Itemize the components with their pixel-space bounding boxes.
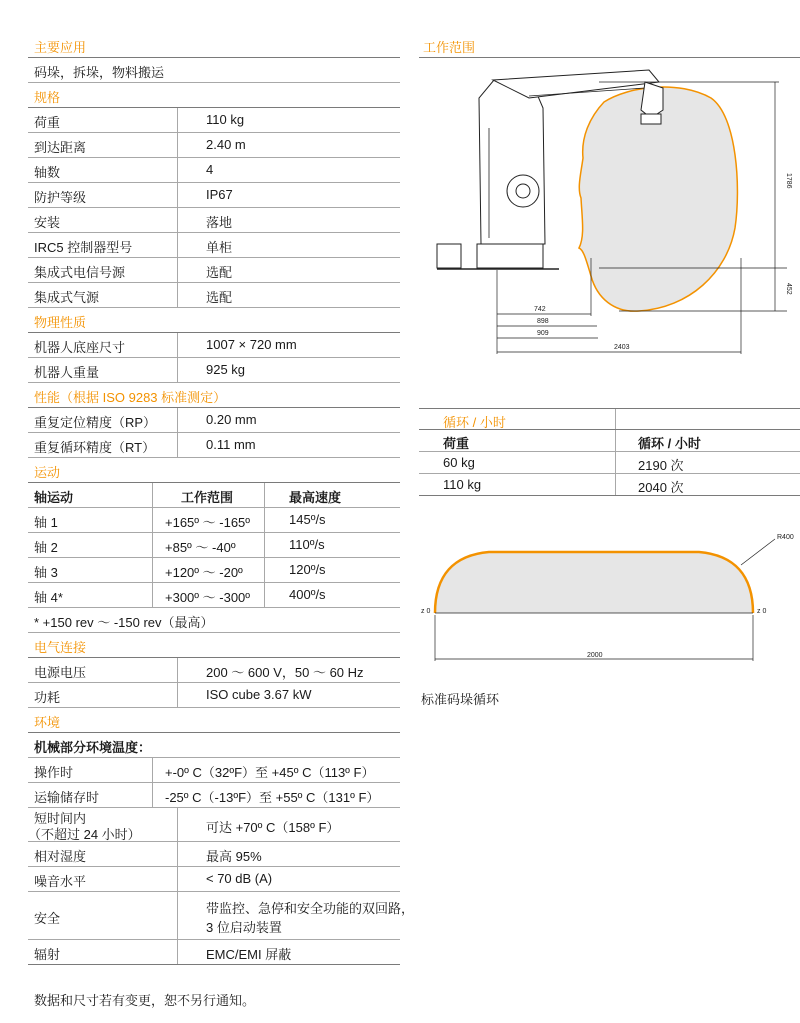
cycle-load: 60 kg [443,455,475,470]
physical-row [28,358,400,383]
row-value: 单柜 [206,240,233,255]
spec-table [28,33,415,965]
motion-row [28,508,400,533]
row-label: 轴数 [34,165,61,180]
main-use-row [28,58,400,83]
section-title: 主要应用 [34,40,87,55]
axis-label: 轴 2 [34,540,58,555]
section-title: 环境 [34,715,61,730]
row-label: 操作时 [34,765,74,780]
cycle-value: 2040 次 [638,480,684,495]
row-value: 4 [206,162,214,177]
motion-note-row [28,608,400,633]
motion-note: * +150 rev ～ -150 rev（最高） [34,615,214,630]
section-physical [28,308,400,333]
section-electrical [28,633,400,658]
path-caption: 标准码垛循环 [421,692,500,707]
section-title: 工作范围 [423,40,476,55]
electrical-row [28,658,400,683]
main-use-value: 码垛，拆垛，物料搬运 [34,65,165,80]
motion-header-row [28,483,400,508]
spec-row [28,133,400,158]
row-label: 短时间内 [34,811,87,826]
row-value: 落地 [206,215,233,230]
row-label: 防护等级 [34,190,87,205]
tool-flange [641,114,661,124]
axis-speed: 400º/s [289,587,326,602]
axis-speed: 110º/s [289,537,325,552]
row-label: 机器人底座尺寸 [34,340,126,355]
section-title: 性能（根据 ISO 9283 标准测定） [34,390,227,405]
section-performance [28,383,400,408]
cycle-table [419,408,800,496]
radius-label: R400 [777,534,794,541]
cycle-load: 110 kg [443,477,482,492]
row-label: 电源电压 [34,665,87,680]
spec-row [28,233,400,258]
cycle-header-row [419,430,800,452]
z-right-label: z 0 [757,608,767,615]
dim-452: 452 [785,283,792,295]
col-header: 工作范围 [181,490,234,505]
axis-range: +120º ～ -20º [165,565,243,580]
axis-speed: 120º/s [289,562,326,577]
robot-wrist [641,82,663,118]
col-header: 荷重 [443,436,470,451]
axis-speed: 145º/s [289,512,326,527]
footnote: 数据和尺寸若有变更，恕不另行通知。 [34,993,256,1008]
env-row [28,940,400,965]
row-value: 0.11 mm [206,437,256,452]
cycle-value: 2190 次 [638,458,684,473]
performance-row [28,408,400,433]
cycle-row [419,474,800,496]
row-label: 安装 [34,215,61,230]
axis-label: 轴 1 [34,515,58,530]
performance-row [28,433,400,458]
row-value: IP67 [206,187,233,202]
spec-row [28,158,400,183]
env-row [28,783,400,808]
row-label: 相对湿度 [34,849,87,864]
section-workspace [419,33,800,58]
row-value: 925 kg [206,362,246,377]
row-label: 集成式气源 [34,290,100,305]
row-label: 重复循环精度（RT） [34,440,156,455]
dim-898: 898 [537,318,549,325]
env-row [28,892,415,940]
path-envelope [435,552,753,613]
row-value: 200 ～ 600 V，50 ～ 60 Hz [206,665,364,680]
env-row [28,758,400,783]
row-label: 运输储存时 [34,790,100,805]
row-value: 可达 +70º C（158º F） [206,820,340,835]
spec-row [28,208,400,233]
spec-row [28,108,400,133]
dim-742: 742 [534,306,546,313]
row-label: IRC5 控制器型号 [34,240,133,255]
axis-range: +300º ～ -300º [165,590,251,605]
axis-range: +165º ～ -165º [165,515,251,530]
row-label-sub: （不超过 24 小时） [28,827,141,842]
row-value: 选配 [206,290,233,305]
workspace-diagram [419,58,800,358]
env-row [28,842,400,867]
robot-base [477,244,543,268]
col-header: 轴运动 [34,490,74,505]
row-value: 2.40 m [206,137,246,152]
section-motion [28,458,400,483]
section-title: 运动 [34,465,61,480]
env-row [28,867,400,892]
section-title: 规格 [34,90,61,105]
row-value: 0.20 mm [206,412,257,427]
width-label: 2000 [587,652,603,659]
row-label: 噪音水平 [34,874,87,889]
row-label: 荷重 [34,115,61,130]
spec-row [28,283,400,308]
spec-row [28,258,400,283]
spec-row [28,183,400,208]
section-title: 电气连接 [34,640,87,655]
row-label: 集成式电信号源 [34,265,126,280]
joint-1 [507,175,539,207]
motion-row [28,583,400,608]
row-value: < 70 dB (A) [206,871,273,886]
row-label: 到达距离 [34,140,87,155]
env-row [28,808,400,842]
z-left-label: z 0 [421,608,431,615]
palletizing-path-diagram [419,525,800,670]
env-subtitle: 机械部分环境温度： [34,740,152,755]
row-value: 110 kg [206,112,245,127]
axis-label: 轴 3 [34,565,58,580]
section-environment [28,708,400,733]
row-label: 机器人重量 [34,365,100,380]
row-value: 最高 95% [206,849,262,864]
row-value-line2: 3 位启动装置 [206,920,282,935]
cycle-row [419,452,800,474]
axis-label: 轴 4* [34,590,63,605]
row-value: 选配 [206,265,233,280]
row-label: 辐射 [34,947,61,962]
env-subtitle-row [28,733,400,758]
section-main-use [28,33,400,58]
row-label: 功耗 [34,690,61,705]
row-value: EMC/EMI 屏蔽 [206,947,292,962]
dim-2403: 2403 [614,344,630,351]
col-header: 循环 / 小时 [638,436,701,451]
base-fixture [437,244,461,268]
row-label: 安全 [34,911,61,926]
row-value: -25º C（-13ºF）至 +55º C（131º F） [165,790,380,805]
section-title: 物理性质 [34,315,87,330]
col-header: 最高速度 [289,490,342,505]
section-spec [28,83,400,108]
motion-row [28,533,400,558]
row-value: +-0º C（32ºF）至 +45º C（113º F） [165,765,375,780]
radius-leader [741,539,775,565]
row-value: ISO cube 3.67 kW [206,687,312,702]
cycle-title: 循环 / 小时 [443,415,506,430]
motion-row [28,558,400,583]
cycle-title-row [419,408,800,430]
physical-row [28,333,400,358]
row-value: 1007 × 720 mm [206,337,297,352]
axis-range: +85º ～ -40º [165,540,236,555]
row-value: 带监控、急停和安全功能的双回路， [206,901,415,916]
dim-909: 909 [537,330,549,337]
dim-1786: 1786 [785,173,792,189]
electrical-row [28,683,400,708]
row-label: 重复定位精度（RP） [34,415,157,430]
